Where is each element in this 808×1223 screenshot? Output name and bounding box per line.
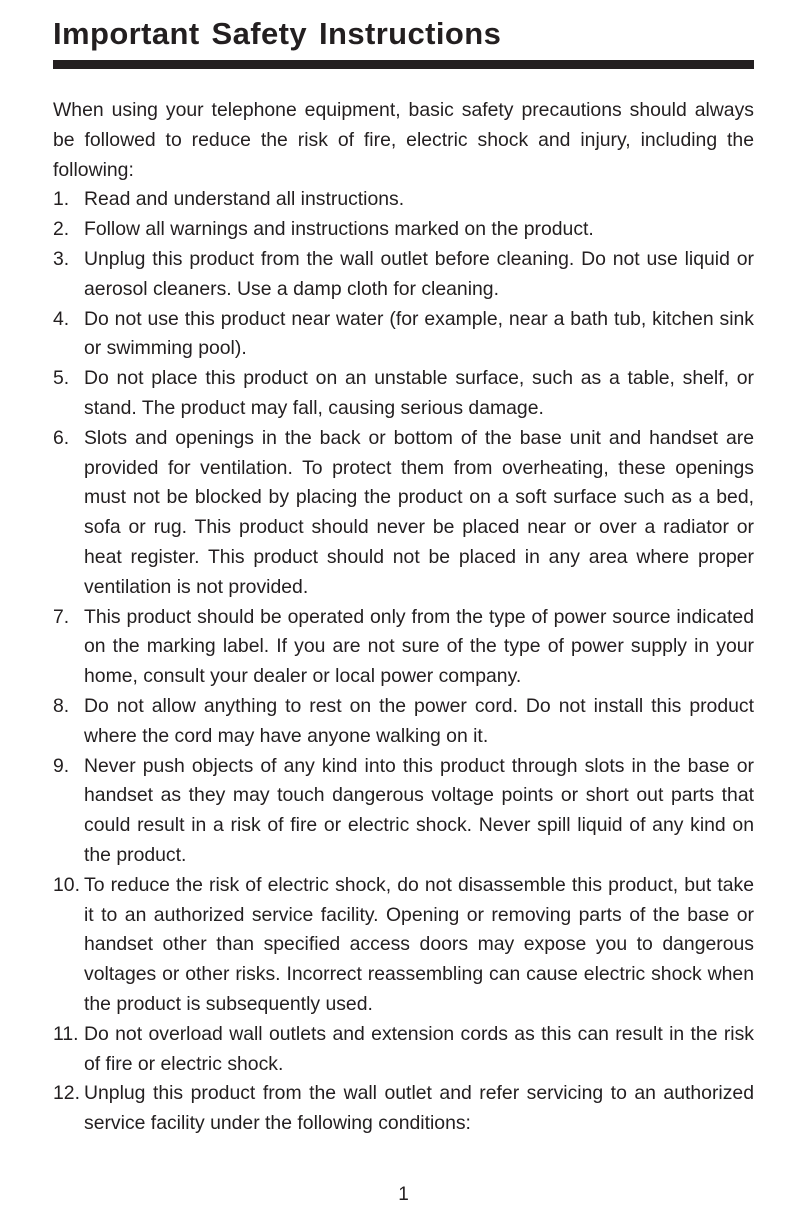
- item-number: 8.: [53, 694, 70, 717]
- item-number: 1.: [53, 188, 70, 211]
- list-item: [53, 245, 754, 305]
- list-item: [53, 871, 754, 1020]
- list-item: [53, 364, 754, 424]
- item-text: Never push objects of any kind into this product through slots in the base or handset as they may touch dangerous voltage points or short out parts that could result in a risk of fire or electric shock. Never spill liquid of any kind on the product.: [84, 754, 754, 866]
- list-item: [53, 305, 754, 365]
- item-number: 6.: [53, 426, 70, 449]
- list-item: [53, 1020, 754, 1080]
- item-number: 9.: [53, 754, 70, 777]
- item-number: 11.: [53, 1022, 79, 1045]
- list-item: [53, 603, 754, 692]
- item-number: 7.: [53, 605, 70, 628]
- item-text: Slots and openings in the back or bottom of the base unit and handset are provided for ventilation. To protect them from overheating, these openings must not be blocked by placing the product on a soft surface such as a bed, sofa or rug. This product should never be placed near or over a radiator or heat register. This product should not be placed in any area where proper ventilation is not provided.: [84, 426, 754, 598]
- instructions-body: [53, 96, 754, 1139]
- list-item: [53, 424, 754, 603]
- instruction-list: [53, 185, 754, 1139]
- document-page: [53, 0, 754, 1223]
- item-text: To reduce the risk of electric shock, do not disassemble this product, but take it to an authorized service facility. Opening or removing parts of the base or handset other than specified access doors may expose you to dangerous voltages or other risks. Incorrect reassembling can cause electric shock when the product is subsequently used.: [84, 873, 754, 1015]
- title-rule: [53, 60, 754, 69]
- intro-paragraph: When using your telephone equipment, basic safety precautions should always be followed to reduce the risk of fire, electric shock and injury, including the following:: [53, 99, 754, 181]
- item-text: Do not use this product near water (for example, near a bath tub, kitchen sink or swimming pool).: [84, 307, 754, 360]
- item-text: Do not overload wall outlets and extension cords as this can result in the risk of fire or electric shock.: [84, 1022, 754, 1075]
- item-text: Unplug this product from the wall outlet before cleaning. Do not use liquid or aerosol cleaners. Use a damp cloth for cleaning.: [84, 247, 754, 300]
- item-number: 3.: [53, 247, 70, 270]
- item-text: Read and understand all instructions.: [84, 188, 405, 211]
- item-number: 5.: [53, 367, 70, 390]
- page-number: 1: [398, 1184, 409, 1205]
- list-item: [53, 692, 754, 752]
- item-text: Do not allow anything to rest on the power cord. Do not install this product where the cord may have anyone walking on it.: [84, 694, 754, 747]
- list-item: [53, 752, 754, 871]
- item-text: Unplug this product from the wall outlet and refer servicing to an authorized service facility under the following conditions:: [84, 1082, 754, 1135]
- page-title: Important Safety Instructions: [53, 16, 502, 51]
- item-number: 12.: [53, 1082, 80, 1105]
- item-text: Follow all warnings and instructions marked on the product.: [84, 218, 594, 241]
- item-number: 4.: [53, 307, 70, 330]
- item-text: Do not place this product on an unstable surface, such as a table, shelf, or stand. The product may fall, causing serious damage.: [84, 367, 754, 419]
- list-item: [53, 215, 754, 245]
- item-number: 2.: [53, 218, 70, 241]
- item-number: 10.: [53, 873, 80, 896]
- item-text: This product should be operated only from the type of power source indicated on the marking label. If you are not sure of the type of power supply in your home, consult your dealer or local power company.: [84, 605, 754, 688]
- list-item: [53, 1079, 754, 1139]
- list-item: [53, 185, 754, 215]
